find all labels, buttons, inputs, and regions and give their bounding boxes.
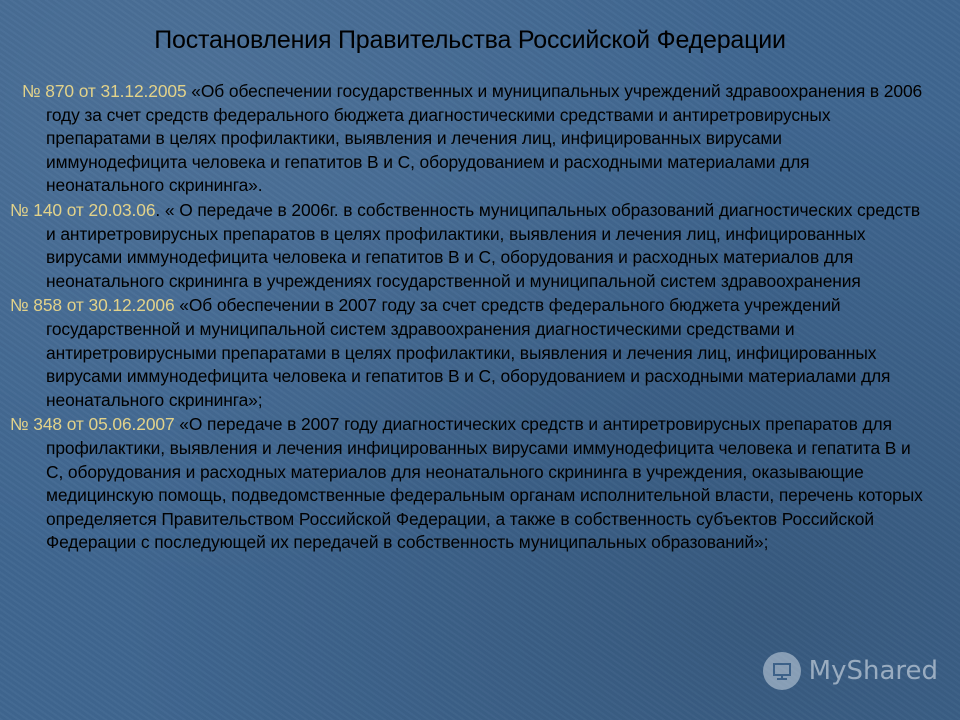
watermark-text: MyShared: [808, 656, 938, 686]
slide-title: Постановления Правительства Российской Федерации: [154, 26, 786, 54]
decree-ref: № 348 от 05.06.2007: [10, 414, 175, 435]
decree-item: [10, 413, 925, 555]
decree-text: «О передаче в 2007 году диагностических средств и антиретровирусных препаратов для профилактики, выявления и лечения инфицированных вирусами иммунодефицита человека и гепатита В и С, оборудования и расходных материалов для неонатального скрининга в учреждения, оказывающие медицинскую помощь, подведомственные федеральным органам исполнительной власти, перечень которых определяется Правительством Российской Федерации, а также в собственность субъектов Российской Федерации с последующей их передачей в собственность муниципальных образований»;: [46, 414, 923, 553]
decree-item: [10, 199, 925, 293]
decree-item: [10, 80, 925, 198]
decree-text: . « О передаче в 2006г. в собственность муниципальных образований диагностических средств и антиретровирусных препаратов в целях профилактики, выявления и лечения лиц, инфицированных вирусами иммунодефицита человека и гепатитов В и С, оборудования и расходных материалов для неонатального скрининга в учреждениях государственной и муниципальной систем здравоохранения: [46, 199, 921, 291]
decree-item: [10, 294, 925, 412]
presentation-icon: [763, 652, 801, 690]
decree-ref: № 870 от 31.12.2005: [22, 81, 187, 101]
watermark: [763, 652, 938, 690]
decree-text: «Об обеспечении в 2007 году за счет средств федерального бюджета учреждений государственной и муниципальной систем здравоохранения диагностическими средствами и антиретровирусными препаратами в целях профилактики, выявления и лечения лиц, инфицированных вирусами иммунодефицита человека и гепатитов В и С, оборудованием и расходными материалами для неонатального скрининга»;: [46, 295, 891, 410]
decree-ref: № 858 от 30.12.2006: [10, 295, 175, 316]
decree-list: [10, 80, 925, 556]
decree-text: «Об обеспечении государственных и муниципальных учреждений здравоохранения в 2006 году за счет средств федерального бюджета диагностическими средствами и антиретровирусных препаратами в целях профилактики, выявления и лечения лиц, инфицированных вирусами иммунодефицита человека и гепатитов В и С, оборудованием и расходными материалами для неонатального скрининга».: [46, 81, 923, 196]
decree-ref: № 140 от 20.03.06: [10, 199, 156, 220]
